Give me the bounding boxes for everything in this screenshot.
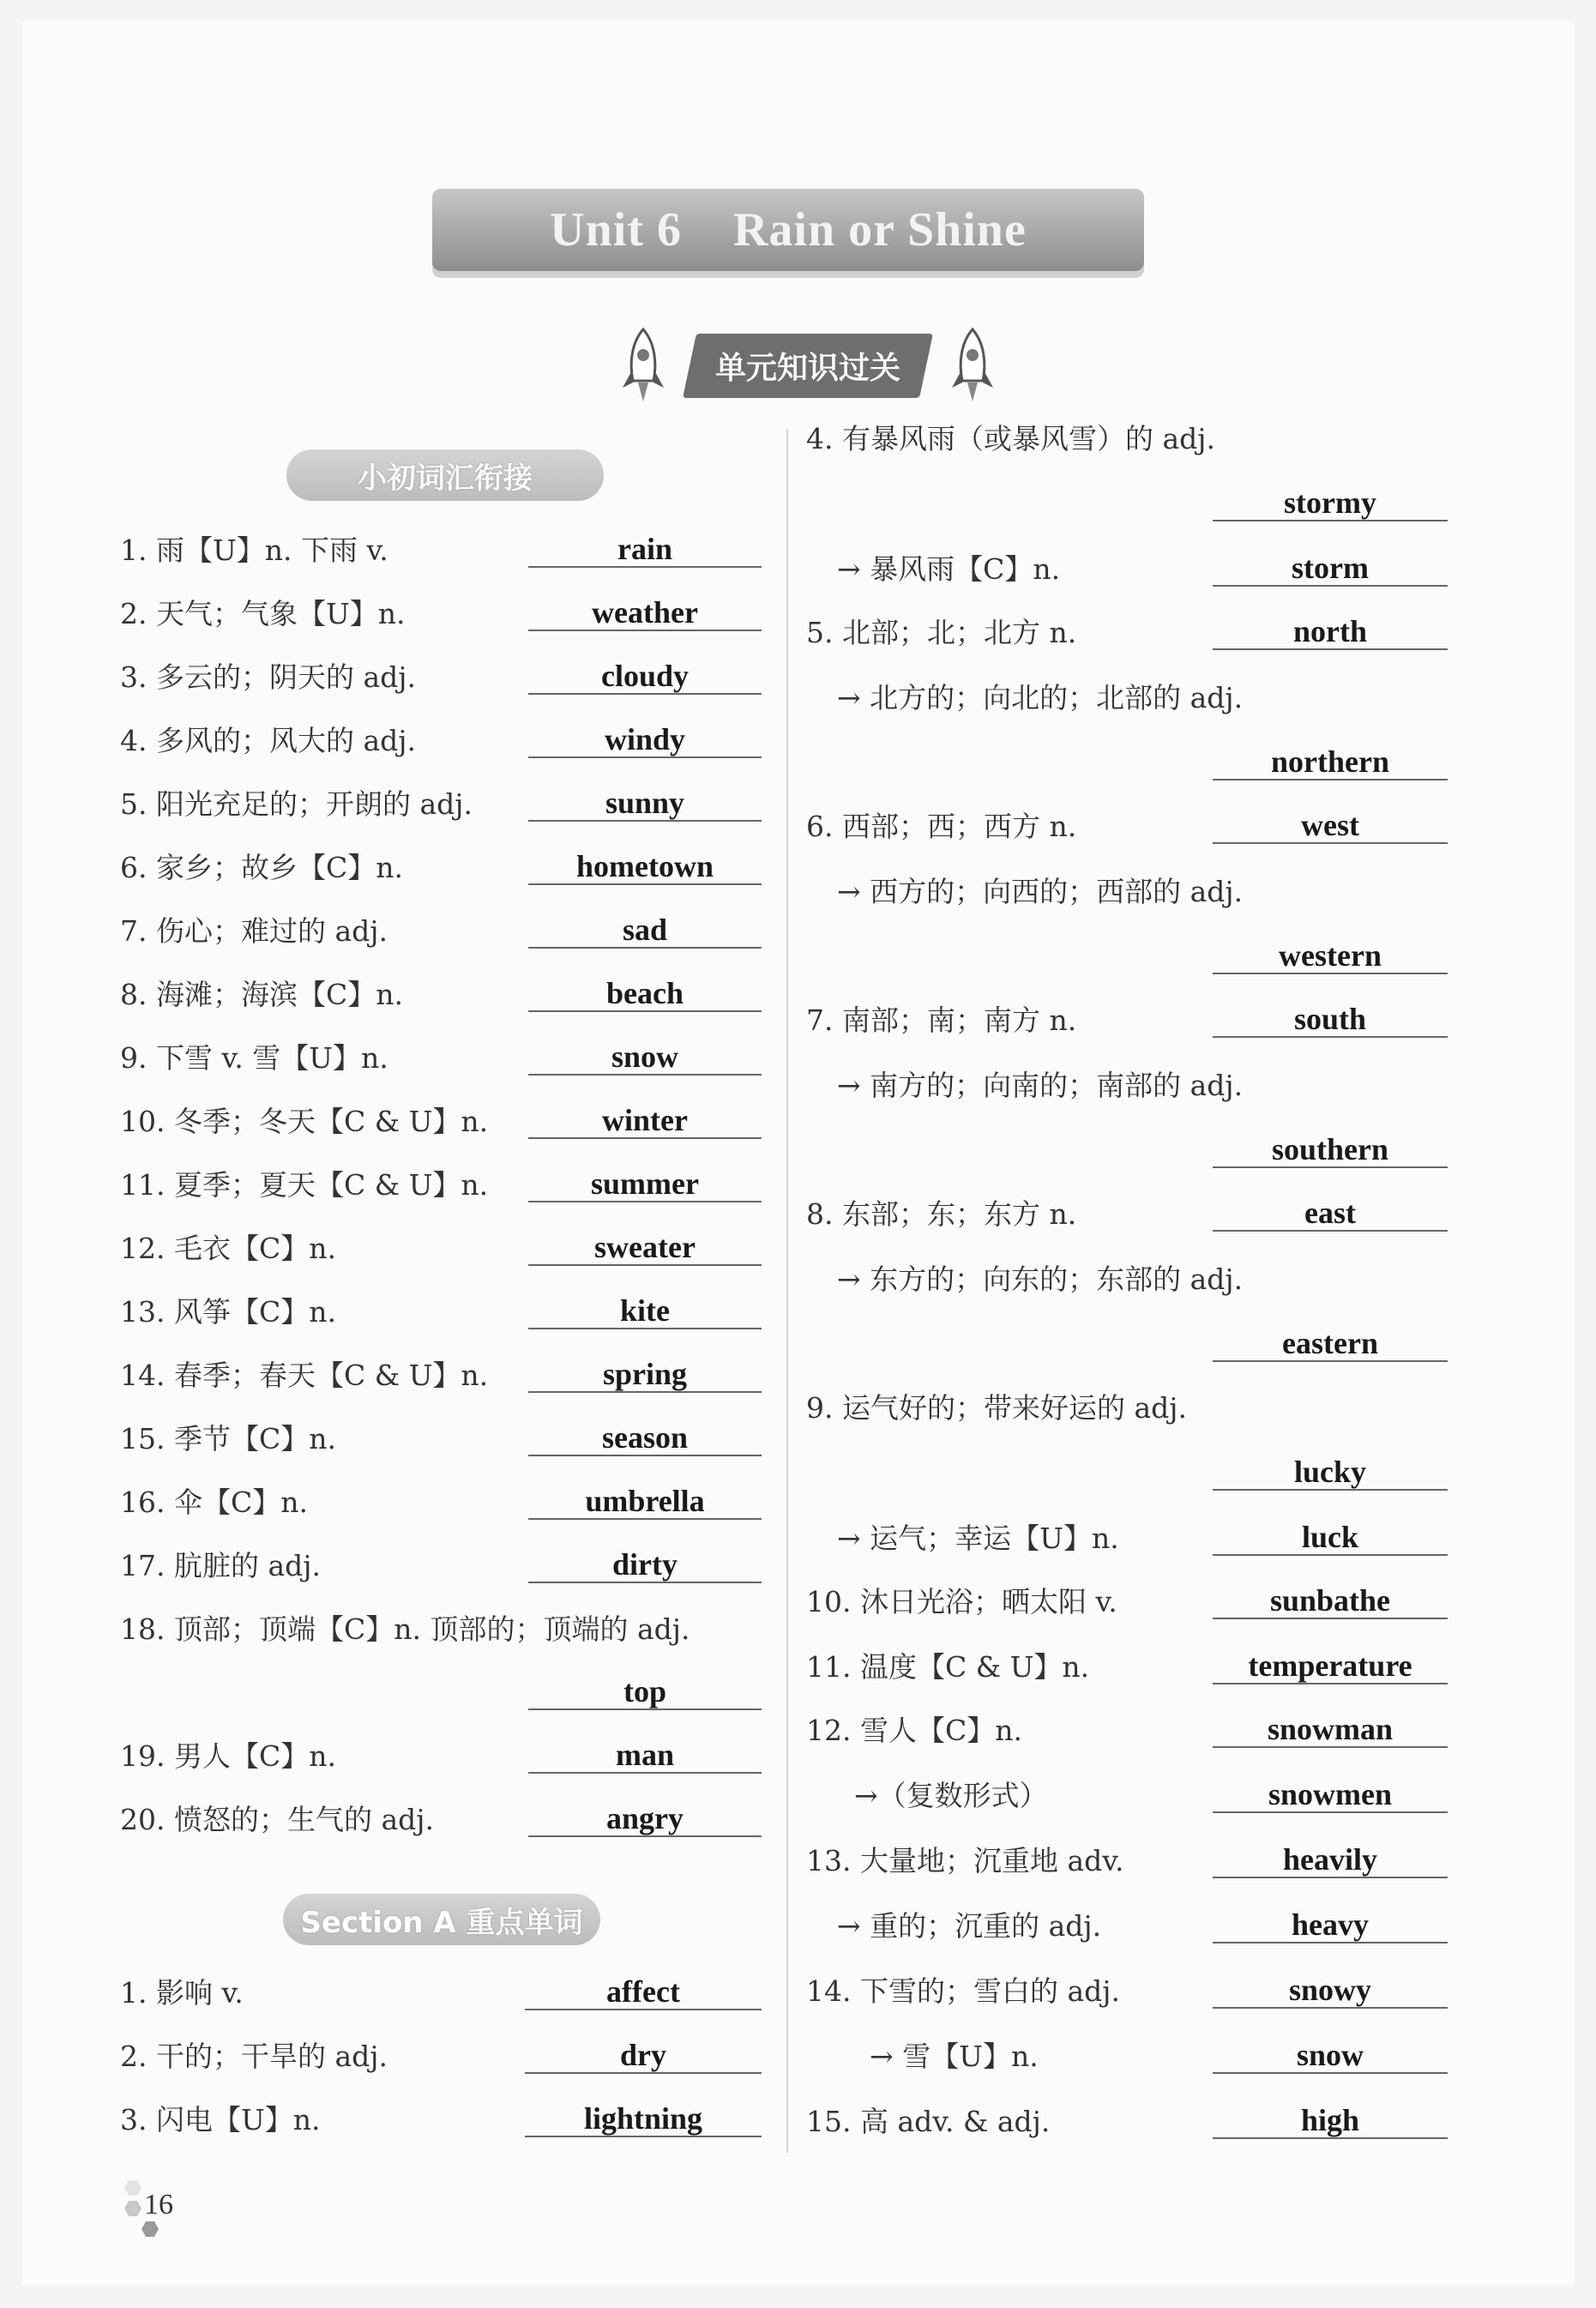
section-a-item-question: 1. 影响 v. xyxy=(120,1976,244,2010)
vocab-item-question: 12. 毛衣【C】n. xyxy=(120,1232,336,1265)
vocab-item-answer: man xyxy=(528,1738,762,1774)
vocab-item-question: 4. 多风的；风大的 adj. xyxy=(120,724,416,757)
vocab-item-answer: season xyxy=(528,1420,762,1456)
word-item-question: 13. 大量地；沉重地 adv. xyxy=(806,1844,1124,1877)
vocab-item-question: 16. 伞【C】n. xyxy=(120,1485,308,1519)
unit-title: Unit 6 Rain or Shine xyxy=(550,203,1027,256)
word-item-question: → 北方的；向北的；北部的 adj. xyxy=(837,681,1244,714)
word-item-question: 11. 温度【C & U】n. xyxy=(806,1650,1090,1684)
column-divider xyxy=(786,429,788,2153)
vocab-item-answer: dirty xyxy=(528,1547,762,1583)
word-item-question: 5. 北部；北；北方 n. xyxy=(806,616,1077,649)
word-item-answer: snow xyxy=(1213,2038,1448,2074)
vocab-item-question: 1. 雨【U】n. 下雨 v. xyxy=(120,533,388,567)
page-number: 16 xyxy=(144,2189,173,2221)
vocab-item-question: 19. 男人【C】n. xyxy=(120,1739,336,1773)
word-item-question: 15. 高 adv. & adj. xyxy=(806,2105,1051,2138)
subsection-heading-section-a xyxy=(283,1894,600,1945)
vocab-item-answer: hometown xyxy=(528,849,762,885)
section-header-group xyxy=(576,326,1039,405)
vocab-item-question: 8. 海滩；海滨【C】n. xyxy=(120,978,403,1011)
vocab-item-question: 5. 阳光充足的；开朗的 adj. xyxy=(120,787,473,821)
vocab-item-question: 13. 风筝【C】n. xyxy=(120,1295,336,1329)
word-item-question: → 西方的；向西的；西部的 adj. xyxy=(837,875,1244,908)
word-item-question: 4. 有暴风雨（或暴风雪）的 adj. xyxy=(806,422,1215,455)
word-item-answer: temperature xyxy=(1213,1648,1448,1684)
vocab-item-question: 7. 伤心；难过的 adj. xyxy=(120,914,388,948)
word-item-question: → 东方的；向东的；东部的 adj. xyxy=(837,1262,1244,1296)
word-item-question: → 南方的；向南的；南部的 adj. xyxy=(837,1069,1244,1102)
vocab-item-answer: sad xyxy=(528,913,762,949)
word-item-answer: south xyxy=(1213,1002,1448,1038)
word-item-answer: heavy xyxy=(1213,1907,1448,1943)
vocab-item-answer: angry xyxy=(528,1801,762,1837)
word-item-answer: luck xyxy=(1213,1520,1448,1556)
word-item-answer: snowman xyxy=(1213,1712,1448,1748)
word-item-answer: east xyxy=(1213,1196,1448,1232)
section-a-item-answer: affect xyxy=(525,1974,762,2010)
word-item-answer: southern xyxy=(1213,1132,1448,1168)
word-item-answer: high xyxy=(1213,2103,1448,2139)
vocab-item-question: 20. 愤怒的；生气的 adj. xyxy=(120,1803,434,1836)
vocab-item-answer: spring xyxy=(528,1357,762,1393)
vocab-item-question: 3. 多云的；阴天的 adj. xyxy=(120,660,416,694)
word-item-answer: heavily xyxy=(1213,1842,1448,1878)
section-header xyxy=(683,334,933,398)
vocab-item-question: 18. 顶部；顶端【C】n. 顶部的；顶端的 adj. xyxy=(120,1612,690,1646)
word-item-question: 10. 沐日光浴；晒太阳 v. xyxy=(806,1585,1117,1618)
word-item-answer: sunbathe xyxy=(1213,1583,1448,1619)
vocab-item-answer: sweater xyxy=(528,1230,762,1266)
word-item-question: 14. 下雪的；雪白的 adj. xyxy=(806,1974,1120,2008)
word-item-answer: stormy xyxy=(1213,485,1448,521)
section-header-label: 单元知识过关 xyxy=(714,350,900,386)
word-item-answer: eastern xyxy=(1213,1326,1448,1362)
vocab-item-answer: kite xyxy=(528,1293,762,1329)
vocab-item-question: 14. 春季；春天【C & U】n. xyxy=(120,1359,489,1392)
word-item-answer: storm xyxy=(1213,551,1448,587)
vocab-item-answer: weather xyxy=(528,595,762,631)
vocab-item-answer: cloudy xyxy=(528,659,762,695)
vocab-item-answer: sunny xyxy=(528,786,762,822)
word-item-answer: lucky xyxy=(1213,1455,1448,1491)
word-item-answer: western xyxy=(1213,938,1448,974)
section-a-item-question: 2. 干的；干旱的 adj. xyxy=(120,2040,388,2073)
word-item-question: 12. 雪人【C】n. xyxy=(806,1714,1022,1747)
vocab-item-answer: snow xyxy=(528,1040,762,1076)
vocab-item-question: 11. 夏季；夏天【C & U】n. xyxy=(120,1168,489,1202)
word-item-answer: north xyxy=(1213,614,1448,650)
word-item-question: 7. 南部；南；南方 n. xyxy=(806,1003,1077,1037)
word-item-answer: snowy xyxy=(1213,1973,1448,2009)
word-item-question: 6. 西部；西；西方 n. xyxy=(806,810,1077,843)
rocket-icon xyxy=(617,326,669,405)
unit-title-banner xyxy=(432,189,1144,271)
vocab-item-answer: windy xyxy=(528,722,762,758)
vocab-item-answer: top xyxy=(528,1674,762,1710)
subsection-heading-label: Section A 重点单词 xyxy=(300,1905,583,1940)
subsection-heading-label: 小初词汇衔接 xyxy=(358,461,533,496)
vocab-item-answer: beach xyxy=(528,976,762,1012)
word-item-question: 8. 东部；东；东方 n. xyxy=(806,1197,1077,1231)
rocket-icon xyxy=(947,326,998,405)
section-a-item-answer: dry xyxy=(525,2038,762,2074)
word-item-answer: west xyxy=(1213,808,1448,844)
vocab-item-question: 10. 冬季；冬天【C & U】n. xyxy=(120,1105,489,1138)
word-item-question: → 雪【U】n. xyxy=(870,2040,1039,2073)
vocab-item-question: 2. 天气；气象【U】n. xyxy=(120,597,406,630)
vocab-item-answer: rain xyxy=(528,532,762,568)
word-item-answer: snowmen xyxy=(1213,1777,1448,1813)
vocab-item-question: 17. 肮脏的 adj. xyxy=(120,1549,321,1582)
subsection-heading-vocab xyxy=(286,449,604,501)
word-item-question: → 暴风雨【C】n. xyxy=(837,552,1061,586)
vocab-item-answer: umbrella xyxy=(528,1484,762,1520)
word-item-question: →（复数形式） xyxy=(854,1779,1048,1812)
section-a-item-answer: lightning xyxy=(525,2101,762,2137)
word-item-answer: northern xyxy=(1213,744,1448,780)
vocab-item-answer: winter xyxy=(528,1103,762,1139)
section-a-item-question: 3. 闪电【U】n. xyxy=(120,2103,321,2136)
vocab-item-question: 9. 下雪 v. 雪【U】n. xyxy=(120,1041,388,1075)
word-item-question: → 运气；幸运【U】n. xyxy=(837,1522,1119,1555)
vocab-item-question: 6. 家乡；故乡【C】n. xyxy=(120,851,403,884)
word-item-question: 9. 运气好的；带来好运的 adj. xyxy=(806,1391,1187,1425)
vocab-item-answer: summer xyxy=(528,1166,762,1202)
word-item-question: → 重的；沉重的 adj. xyxy=(837,1909,1102,1943)
vocab-item-question: 15. 季节【C】n. xyxy=(120,1422,336,1455)
